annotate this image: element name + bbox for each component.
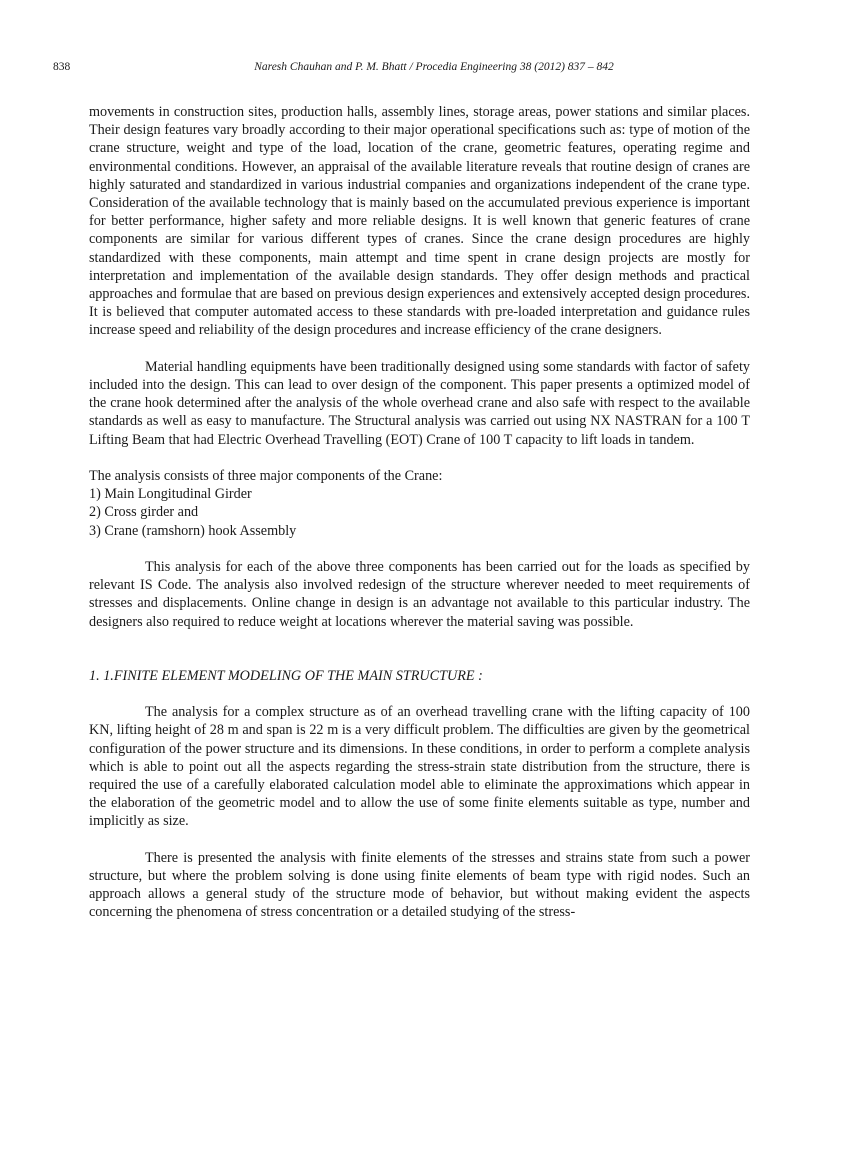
section-heading: 1. 1.FINITE ELEMENT MODELING OF THE MAIN STRUCTURE : [89, 667, 483, 684]
body-paragraph: movements in construction sites, production halls, assembly lines, storage areas, power stations and similar places. Their design features vary broadly according to their major operational specifications such as: type of motion of the crane structure, weight and type of the load, location of the crane, geometric features, operating regime and environmental conditions. However, an appraisal of the available literature reveals that routine design of cranes are highly saturated and standardized in various industrial companies and organizations independent of the crane type. Consideration of the available technology that is mainly based on the accumulated previous experience is important for better performance, higher safety and more reliable designs. It is well known that generic features of crane components are similar for various different types of cranes. Since the crane design procedures are highly standardized with these components, main attempt and time spent in crane design projects are mostly for interpretation and implementation of the available design standards. They offer design methods and practical approaches and formulae that are based on previous design experiences and extensively accepted design procedures. It is believed that computer automated access to these standards with pre-loaded interpretation and guidance rules increase speed and reliability of the design procedures and increase efficiency of the crane designers. [89, 104, 750, 339]
article-body [89, 103, 750, 922]
page-number: 838 [53, 61, 71, 73]
running-head: Naresh Chauhan and P. M. Bhatt / Procedia Engineering 38 (2012) 837 – 842 [254, 61, 614, 73]
body-paragraph: The analysis for a complex structure as of an overhead travelling crane with the lifting capacity of 100 KN, lifting height of 28 m and span is 22 m is a very difficult problem. The difficulties are given by the geometrical configuration of the power structure and its dimensions. In these conditions, in order to perform a complete analysis which is able to point out all the aspects regarding the stress-strain state distribution from the structure, there is required the use of a carefully elaborated calculation model able to eliminate the approximations which appear in the elaboration of the geometric model and to allow the use of some finite elements suitable as type, number and implicitly as size. [89, 704, 750, 830]
list-item: 3) Crane (ramshorn) hook Assembly [89, 522, 297, 539]
body-paragraph: There is presented the analysis with finite elements of the stresses and strains state from such a power structure, but where the problem solving is done using finite elements of beam type with rigid nodes. Such an approach allows a general study of the structure mode of behavior, but without making evident the aspects concerning the phenomena of stress concentration or a detailed studying of the stress- [89, 849, 750, 921]
body-paragraph: Material handling equipments have been traditionally designed using some standards with factor of safety included into the design. This can lead to over design of the component. This paper presents a optimized model of the crane hook determined after the analysis of the whole overhead crane and also safe with respect to the available standards as well as easy to manufacture. The Structural analysis was carried out using NX NASTRAN for a 100 T Lifting Beam that had Electric Overhead Travelling (EOT) Crane of 100 T capacity to lift loads in tandem. [89, 358, 750, 448]
list-item: 2) Cross girder and [89, 504, 199, 521]
component-list [89, 485, 750, 540]
page-header [0, 59, 846, 75]
body-paragraph: This analysis for each of the above three components has been carried out for the loads as specified by relevant IS Code. The analysis also involved redesign of the structure wherever needed to meet requirements of stresses and displacements. Online change in design is an advantage not available to this particular industry. The designers also required to reduce weight at locations wherever the material saving was possible. [89, 559, 750, 630]
list-intro: The analysis consists of three major components of the Crane: [89, 468, 443, 485]
list-item: 1) Main Longitudinal Girder [89, 486, 252, 503]
